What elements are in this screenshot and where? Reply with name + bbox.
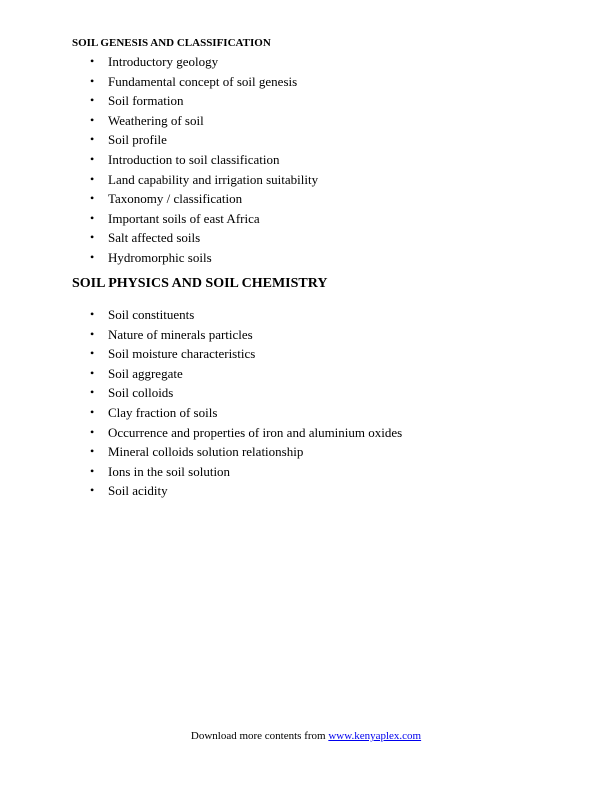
list-item-text: Introductory geology [108, 54, 219, 69]
bullet-icon: • [90, 171, 95, 186]
list-item-text: Land capability and irrigation suitability [108, 171, 319, 187]
section-heading: SOIL GENESIS AND CLASSIFICATION [72, 37, 271, 49]
list-item-text: Soil colloids [108, 385, 174, 401]
list-item-text: Taxonomy / classification [108, 191, 243, 207]
list-item-text: Ions in the soil solution [108, 463, 231, 479]
section-soil-physics [72, 275, 552, 501]
list-item [72, 150, 552, 170]
list-item-text: Hydromorphic soils [108, 249, 212, 265]
page-footer [0, 729, 612, 743]
list-item [72, 442, 552, 462]
list-item [72, 52, 552, 72]
bullet-icon: • [90, 112, 95, 127]
list-item-text: Soil formation [108, 93, 184, 109]
list-item [72, 248, 552, 268]
list-item [72, 325, 552, 345]
list-item-text: Mineral colloids solution relationship [108, 444, 304, 460]
list-item-text: Soil acidity [108, 483, 168, 499]
list-item-text: Important soils of east Africa [108, 210, 260, 226]
footer-link[interactable]: www.kenyaplex.com [328, 730, 422, 742]
bullet-icon: • [90, 424, 95, 439]
bullet-icon: • [90, 346, 95, 361]
list-item [72, 209, 552, 229]
list-item [72, 383, 552, 403]
list-item-text: Occurrence and properties of iron and aluminium oxides [108, 424, 403, 440]
bullet-icon: • [90, 210, 95, 225]
list-item [72, 72, 552, 92]
list-item [72, 305, 552, 325]
list-item-text: Fundamental concept of soil genesis [108, 73, 298, 89]
list-item-text: Clay fraction of soils [108, 404, 218, 420]
bullet-icon: • [90, 54, 95, 68]
list-item-text: Nature of minerals particles [108, 326, 253, 342]
list-item-text: Introduction to soil classification [108, 151, 280, 167]
bullet-icon: • [90, 307, 95, 321]
list-item-text: Salt affected soils [108, 230, 201, 246]
bullet-icon: • [90, 483, 95, 498]
bullet-icon: • [90, 191, 95, 206]
list-item [72, 130, 552, 150]
bullet-icon: • [90, 444, 95, 459]
list-item [72, 91, 552, 111]
bullet-icon: • [90, 463, 95, 478]
list-item [72, 344, 552, 364]
list-item [72, 481, 552, 501]
list-item [72, 189, 552, 209]
bullet-icon: • [90, 132, 95, 147]
bullet-icon: • [90, 326, 95, 341]
bullet-list [72, 52, 552, 268]
list-item [72, 170, 552, 190]
list-item-text: Soil constituents [108, 307, 195, 322]
list-item [72, 403, 552, 423]
list-item-text: Soil aggregate [108, 365, 183, 381]
section-heading: SOIL PHYSICS AND SOIL CHEMISTRY [72, 276, 328, 291]
bullet-icon: • [90, 73, 95, 88]
section-soil-genesis [72, 36, 552, 268]
list-item [72, 228, 552, 248]
bullet-icon: • [90, 151, 95, 166]
list-item-text: Soil profile [108, 132, 167, 148]
list-item [72, 111, 552, 131]
list-item [72, 462, 552, 482]
bullet-icon: • [90, 365, 95, 380]
footer-text: Download more contents from [190, 730, 329, 742]
bullet-icon: • [90, 230, 95, 245]
bullet-icon: • [90, 385, 95, 400]
list-item-text: Weathering of soil [108, 112, 204, 128]
bullet-icon: • [90, 404, 95, 419]
list-item [72, 423, 552, 443]
list-item-text: Soil moisture characteristics [108, 346, 256, 362]
list-item [72, 364, 552, 384]
bullet-list [72, 305, 552, 501]
bullet-icon: • [90, 249, 95, 264]
bullet-icon: • [90, 93, 95, 108]
